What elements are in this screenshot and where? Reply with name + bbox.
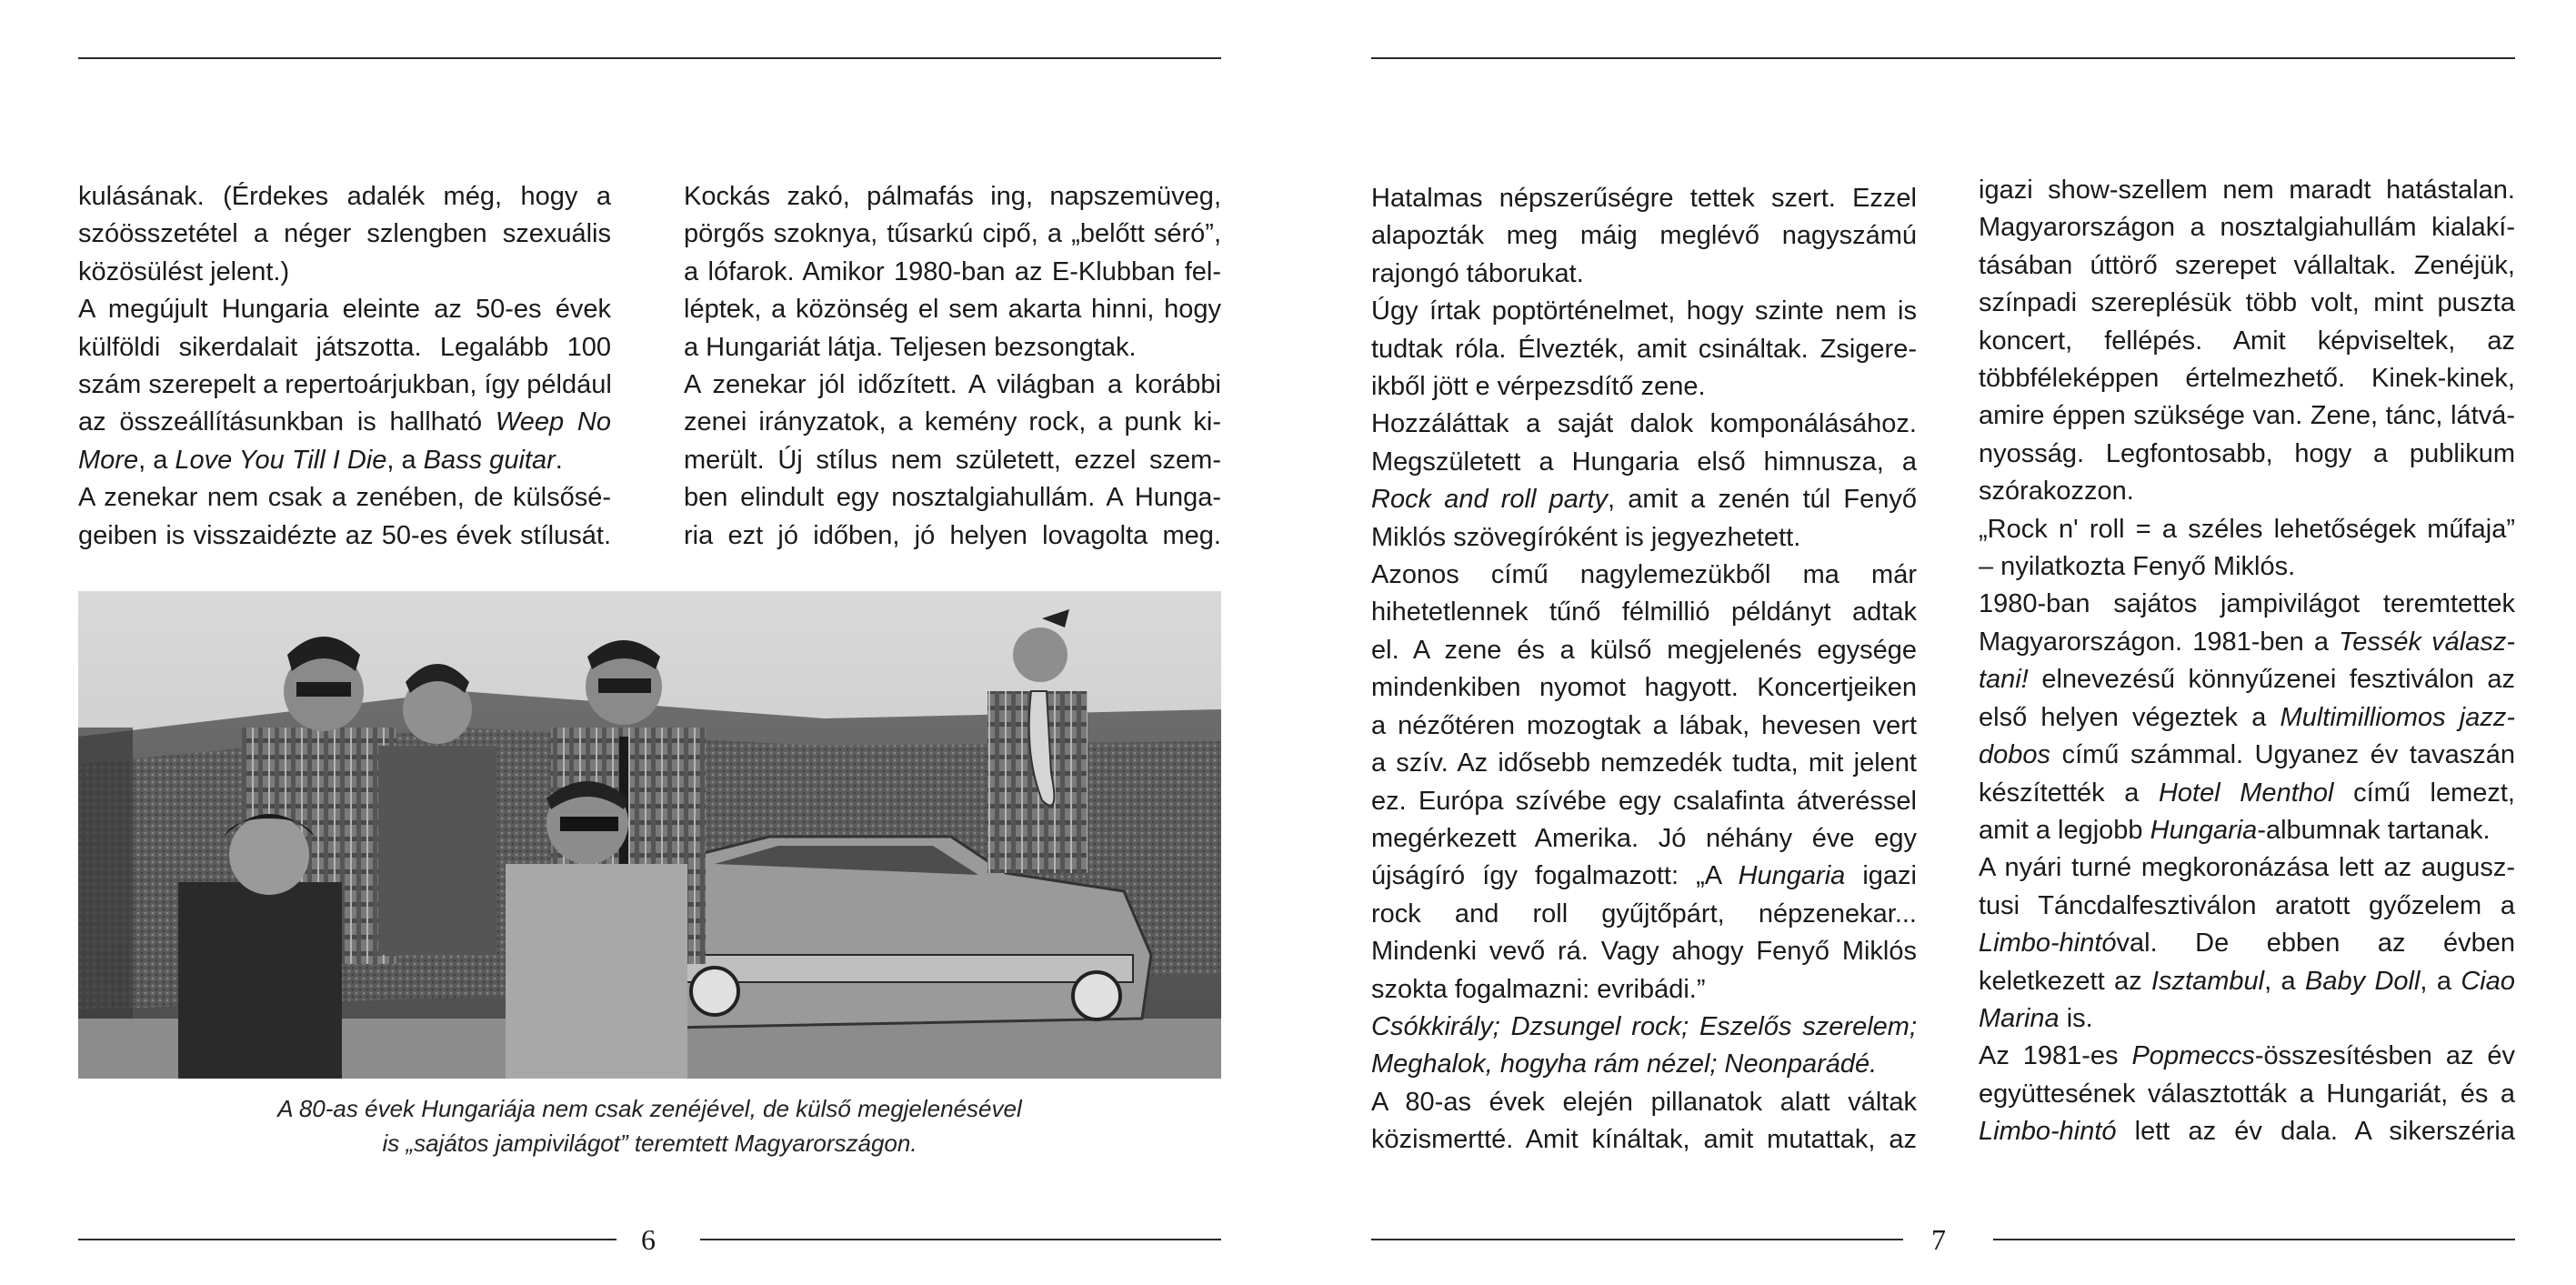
page-number-right: 7 xyxy=(1931,1223,1946,1256)
band-photo xyxy=(78,591,1221,1079)
page-number-left: 6 xyxy=(641,1223,656,1256)
paragraph: A nyári turné megkoronázása lett az augusz- tusi Táncdalfesztiválon aratott győzelem a Limbo-hintóval. De ebben az évben keletkezett az Isztambul, a Baby Doll, a Ciao Marina is. xyxy=(1979,853,2515,1033)
paragraph: Hatalmas népszerűségre tettek szert. Ezzel alapozták meg máig meglévő nagyszámú rajongó táborukat. xyxy=(1371,184,1917,288)
paragraph: A zenekar jól időzített. A világban a korábbi zenei irányzatok, a kemény rock, a punk ki- merült. Új stílus nem született, ezzel szem- ben elindult egy nosztalgiahullám. A Hunga- ria ezt jó időben, jó helyen lovagolta meg. xyxy=(684,370,1221,550)
footer-rule-left-b xyxy=(700,1239,1221,1240)
footer-rule-right-b xyxy=(1993,1239,2515,1240)
paragraph: Hozzáláttak a saját dalok komponálásához. Megszületett a Hungaria első himnusza, a Rock and roll party, amit a zenén túl Fenyő Miklós szövegíróként is jegyezhetett. xyxy=(1371,409,1917,552)
left-page-column-2 xyxy=(684,178,1221,555)
footer-rule-left-a xyxy=(78,1239,616,1240)
footer-rule-right-a xyxy=(1371,1239,1903,1240)
top-rule-left xyxy=(78,57,1221,59)
paragraph: Azonos című nagylemezükből ma már hihetetlennek tűnő félmillió példányt adtak el. A zene és a külső megjelenés egysége mindenkiben nyomot hagyott. Koncertjeiken a nézőtéren mozogtak a lábak, hevesen vert a szív. Az idősebb nemzedék tudta, mit jelent ez. Európa szívébe egy csalafinta átveréssel megérkezett Amerika. Jó néhány éve egy újságíró így fogalmazott: „A Hungaria igazi rock and roll gyűjtőpárt, népzenekar... Mindenki vevő rá. Vagy ahogy Fenyő Miklós szokta fogalmazni: evribádi.” xyxy=(1371,560,1917,1004)
paragraph: A zenekar nem csak a zenében, de külsősé- geiben is visszaidézte az 50-es évek stílusát. xyxy=(78,483,611,550)
song-list: Csókkirály; Dzsungel rock; Eszelős szerelem; Meghalok, hogyha rám nézel; Neonparádé. xyxy=(1371,1011,1917,1079)
top-rule-right xyxy=(1371,57,2515,59)
paragraph: Az 1981-es Popmeccs-összesítésben az év együttesének választották a Hungariát, és a Limbo-hintó lett az év dala. A sikerszéria xyxy=(1979,1041,2515,1147)
photo-caption: A 80-as évek Hungariája nem csak zenéjével, de külső megjelenésével is „sajátos jampivilágot” teremtett Magyarországon. xyxy=(277,1095,1022,1157)
paragraph: Kockás zakó, pálmafás ing, napszemüveg, pörgős szoknya, tűsarkú cipő, a „belőtt séró”, a lófarok. Amikor 1980-ban az E-Klubban fel- léptek, a közönség el sem akarta hinni, hogy a Hungariát látja. Teljesen bezsongtak. xyxy=(684,182,1221,362)
paragraph: 1980-ban sajátos jampivilágot teremtettek Magyarországon. 1981-ben a Tessék válasz- tani! elnevezésű könnyűzenei fesztiválon az első helyen végeztek a Multimilliomos jazz- dobos című számmal. Ugyanez év tavaszán készítették a Hotel Menthol című lemezt, amit a legjobb Hungaria-albumnak tartanak. xyxy=(1979,589,2515,845)
paragraph: kulásának. (Érdekes adalék még, hogy a szóösszetétel a néger szlengben szexuális közösülést jelent.) xyxy=(78,182,611,286)
paragraph: Úgy írtak poptörténelmet, hogy szinte nem is tudtak róla. Élvezték, amit csináltak. Zsigere- ikből jött e vérpezsdítő zene. xyxy=(1371,296,1917,402)
paragraph: A 80-as évek elején pillanatok alatt váltak közismertté. Amit kínáltak, amit mutattak, az xyxy=(1371,1087,1917,1155)
right-page-column-2 xyxy=(1979,172,2515,1151)
left-page-column-1 xyxy=(78,178,611,555)
right-page-column-1 xyxy=(1371,180,1917,1160)
paragraph: A megújult Hungaria eleinte az 50-es évek külföldi sikerdalait játszotta. Legalább 100 szám szerepelt a repertoárjukban, így például az összeállításunkban is hallható Weep No More, a Love You Till I Die, a Bass guitar. xyxy=(78,295,612,475)
paragraph: igazi show-szellem nem maradt hatástalan. Magyarországon a nosztalgiahullám kialakí- tásában úttörő szerepet vállaltak. Zenéjük, színpadi szereplésük több volt, mint puszta koncert, fellépés. Amit képviseltek, az többféleképpen értelmezhető. Kinek-kinek, amire éppen szüksége van. Zene, tánc, látvá- nyosság. Legfontosabb, hogy a publikum szórakozzon. xyxy=(1979,176,2515,507)
quote: „Rock n' roll = a széles lehetőségek műfaja” – nyilatkozta Fenyő Miklós. xyxy=(1979,514,2515,582)
